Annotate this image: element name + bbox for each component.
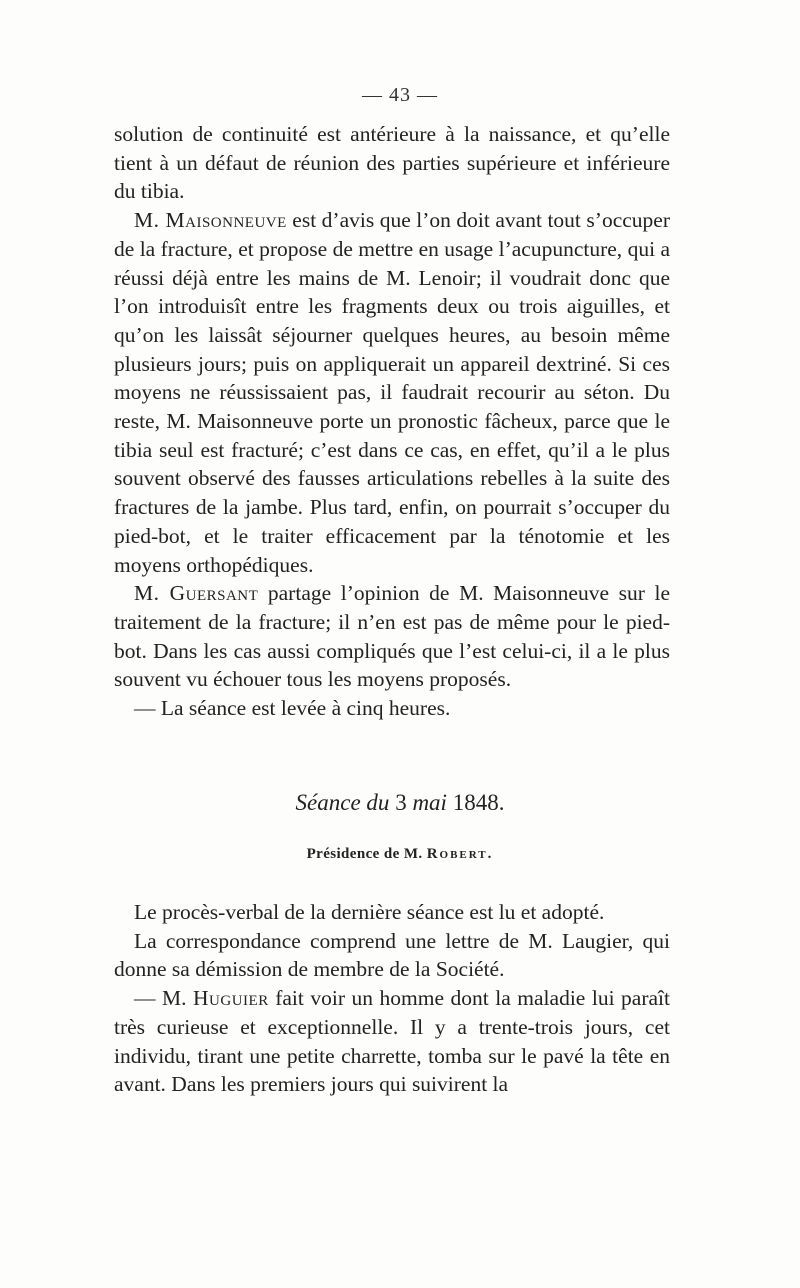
paragraph-correspondance: La correspondance comprend une lettre de M. Laugier, qui donne sa démission de membre de la Société. (114, 928, 670, 982)
session-heading-year: 1848. (452, 790, 505, 815)
speaker-name-huguier: Huguier (193, 986, 269, 1011)
paragraph-proces-verbal: Le procès-verbal de la dernière séance est lu et adopté. (134, 900, 605, 924)
page-number: — 43 — (362, 84, 438, 106)
body-text-top (114, 120, 670, 723)
paragraph-guersant-text: partage l’opinion de M. Maisonneuve sur le traitement de la fracture; il n’en est pas de même pour le pied-bot. Dans les cas aussi compliqués que l’est celui-ci, il a le plus souvent vu échouer tous les moyens proposés. (114, 581, 670, 692)
session-heading-month: mai (406, 790, 453, 815)
paragraph-huguier-text: fait voir un homme dont la maladie lui paraît très curieuse et exceptionnelle. Il y a trente-trois jours, cet individu, tirant une petite charrette, tomba sur le pavé la tête en avant. Dans les premiers jours qui suivirent la (114, 986, 670, 1097)
session-heading-day: 3 (395, 790, 407, 815)
session-heading (0, 790, 800, 816)
body-text-bottom (114, 898, 670, 1099)
paragraph-guersant (114, 579, 670, 694)
paragraph-continuation: solution de continuité est antérieure à la naissance, et qu’elle tient à un défaut de réunion des parties supérieure et inférieure du tibia. (114, 122, 670, 204)
paragraph-closing: — La séance est levée à cinq heures. (134, 696, 451, 721)
paragraph-huguier-prefix: — M. (134, 986, 194, 1011)
speaker-name-maisonneuve: M. Maisonneuve (134, 208, 287, 233)
presidence-prefix: Présidence de M. (306, 846, 427, 862)
paragraph-maisonneuve (114, 206, 670, 579)
speaker-name-guersant: M. Guersant (134, 581, 259, 606)
president-name: Robert. (426, 846, 494, 862)
session-heading-prefix: Séance du (295, 790, 396, 815)
presidence-line (0, 846, 800, 863)
paragraph-maisonneuve-text: est d’avis que l’on doit avant tout s’occuper de la fracture, et propose de mettre en usage l’acupuncture, qui a réussi déjà entre les mains de M. Lenoir; il voudrait donc que l’on introduisît entre les fragments deux ou trois aiguilles, et qu’on les laissât séjourner quelques heures, au besoin même plusieurs jours; puis on appliquerait un appareil dextriné. Si ces moyens ne réussissaient pas, il faudrait recourir au séton. Du reste, M. Maisonneuve porte un pronostic fâcheux, parce que le tibia seul est fracturé; c’est dans ce cas, en effet, qu’il a le plus souvent observé des fausses articulations rebelles à la suite des fractures de la jambe. Plus tard, enfin, on pourrait s’occuper du pied-bot, et le traiter efficacement par la ténotomie et les moyens orthopédiques. (114, 208, 670, 577)
paragraph-huguier (114, 984, 670, 1099)
